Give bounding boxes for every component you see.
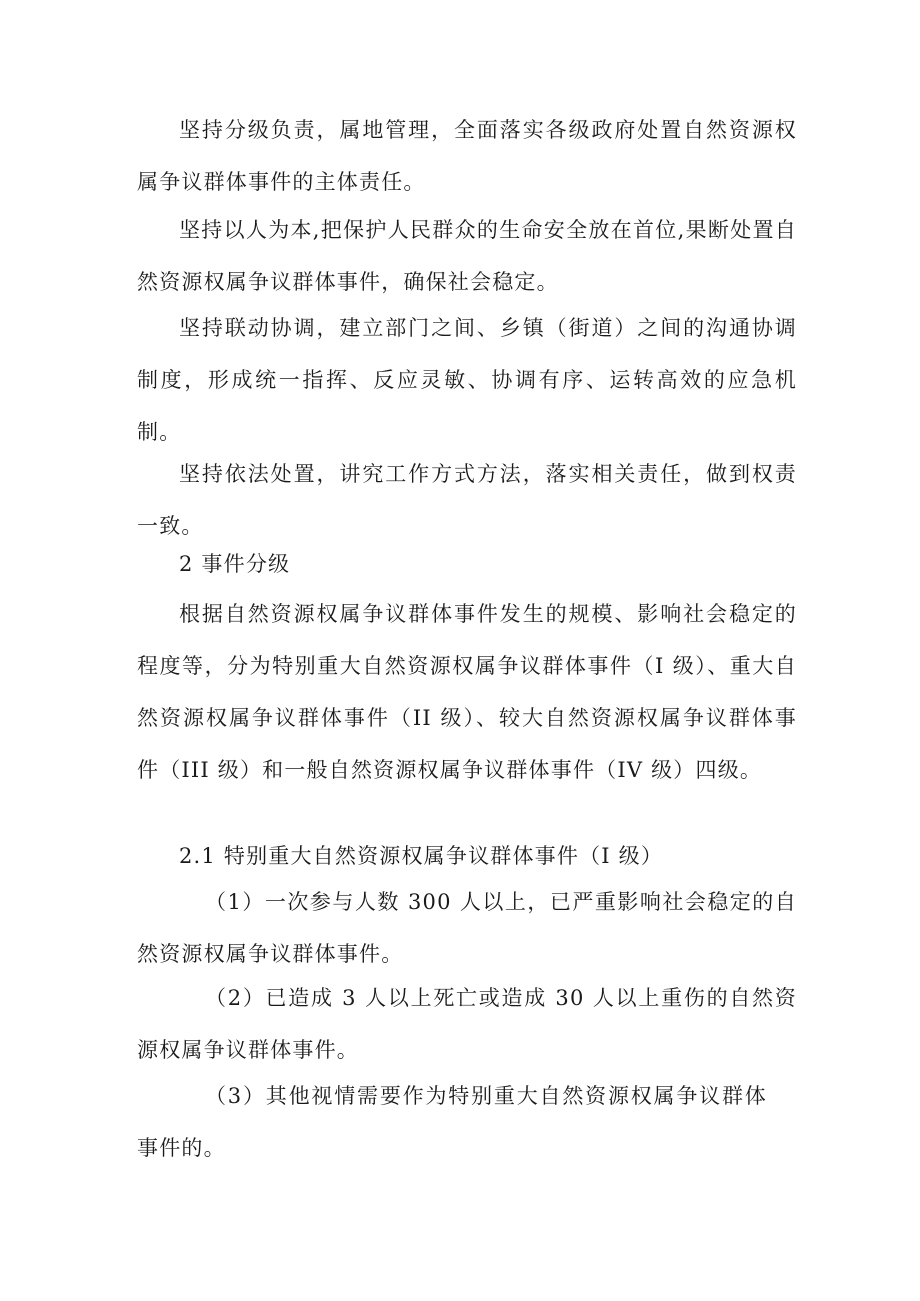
paragraph-principle-people-first: 坚持以人为本,把保护人民群众的生命安全放在首位,果断处置自然资源权属争议群体事件，确保社会稳定。 <box>137 218 797 294</box>
list-item-criterion-2: （2）已造成 3 人以上死亡或造成 30 人以上重伤的自然资源权属争议群体事件。 <box>137 986 797 1062</box>
list-item-criterion-1: （1）一次参与人数 300 人以上，已严重影响社会稳定的自然资源权属争议群体事件。 <box>137 890 797 966</box>
paragraph-principle-lawful: 坚持依法处置，讲究工作方式方法，落实相关责任，做到权责一致。 <box>137 462 797 538</box>
paragraph-principle-responsibility: 坚持分级负责，属地管理，全面落实各级政府处置自然资源权属争议群体事件的主体责任。 <box>137 118 797 194</box>
subsection-heading-level-1: 2.1 特别重大自然资源权属争议群体事件（I 级） <box>179 844 664 868</box>
section-heading-event-grading: 2 事件分级 <box>179 552 291 576</box>
paragraph-grading-overview: 根据自然资源权属争议群体事件发生的规模、影响社会稳定的程度等，分为特别重大自然资源权属争议群体事件（I 级）、重大自然资源权属争议群体事件（II 级）、较大自然资源权属争议群体事件（III 级）和一般自然资源权属争议群体事件（IV 级）四级。 <box>137 602 797 782</box>
list-item-criterion-3: （3）其他视情需要作为特别重大自然资源权属争议群体事件的。 <box>137 1084 767 1160</box>
paragraph-principle-coordination: 坚持联动协调，建立部门之间、乡镇（街道）之间的沟通协调制度，形成统一指挥、反应灵敏、协调有序、运转高效的应急机制。 <box>137 316 797 444</box>
